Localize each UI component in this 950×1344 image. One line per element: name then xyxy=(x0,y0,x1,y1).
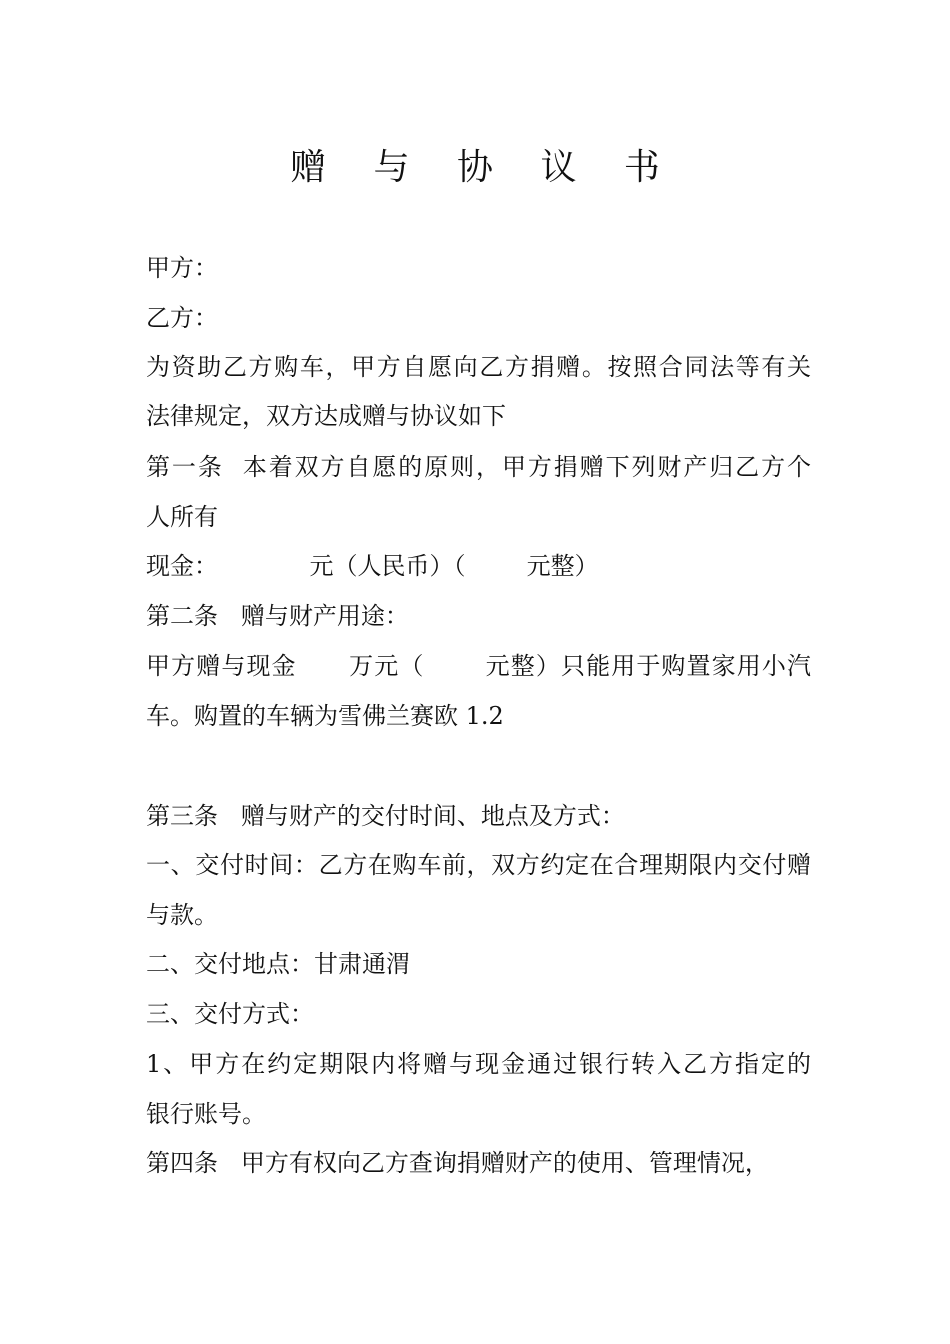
delivery-time-line-2: 与款。 xyxy=(146,901,218,929)
delivery-method-line: 三、交付方式： xyxy=(146,1000,314,1028)
intro-line-1: 为资助乙方购车，甲方自愿向乙方捐赠。按照合同法等有关 xyxy=(146,353,811,381)
delivery-method-item-1-line-2: 银行账号。 xyxy=(146,1100,266,1128)
delivery-time-line-1: 一、交付时间：乙方在购车前，双方约定在合理期限内交付赠 xyxy=(146,851,811,879)
article-2-line-2: 车。购置的车辆为雪佛兰赛欧 1.2 xyxy=(146,702,504,730)
article-3-heading: 第三条 赠与财产的交付时间、地点及方式： xyxy=(146,802,625,830)
delivery-place-line: 二、交付地点：甘肃通渭 xyxy=(146,950,410,978)
article-1-line-1: 第一条 本着双方自愿的原则，甲方捐赠下列财产归乙方个 xyxy=(146,453,811,481)
party-a-line: 甲方： xyxy=(146,254,218,282)
party-b-line: 乙方： xyxy=(146,304,218,332)
article-4-line-1: 第四条 甲方有权向乙方查询捐赠财产的使用、管理情况， xyxy=(146,1149,769,1177)
document-title: 赠 与 协 议 书 xyxy=(290,147,678,188)
cash-amount-line: 现金： 元（人民币）（ 元整） xyxy=(146,552,599,580)
delivery-method-item-1-line-1: 1、甲方在约定期限内将赠与现金通过银行转入乙方指定的 xyxy=(146,1050,811,1078)
intro-line-2: 法律规定，双方达成赠与协议如下 xyxy=(146,402,506,430)
article-2-heading: 第二条 赠与财产用途： xyxy=(146,602,409,630)
article-1-line-2: 人所有 xyxy=(146,503,218,531)
article-2-line-1: 甲方赠与现金 万元（ 元整）只能用于购置家用小汽 xyxy=(146,652,811,680)
